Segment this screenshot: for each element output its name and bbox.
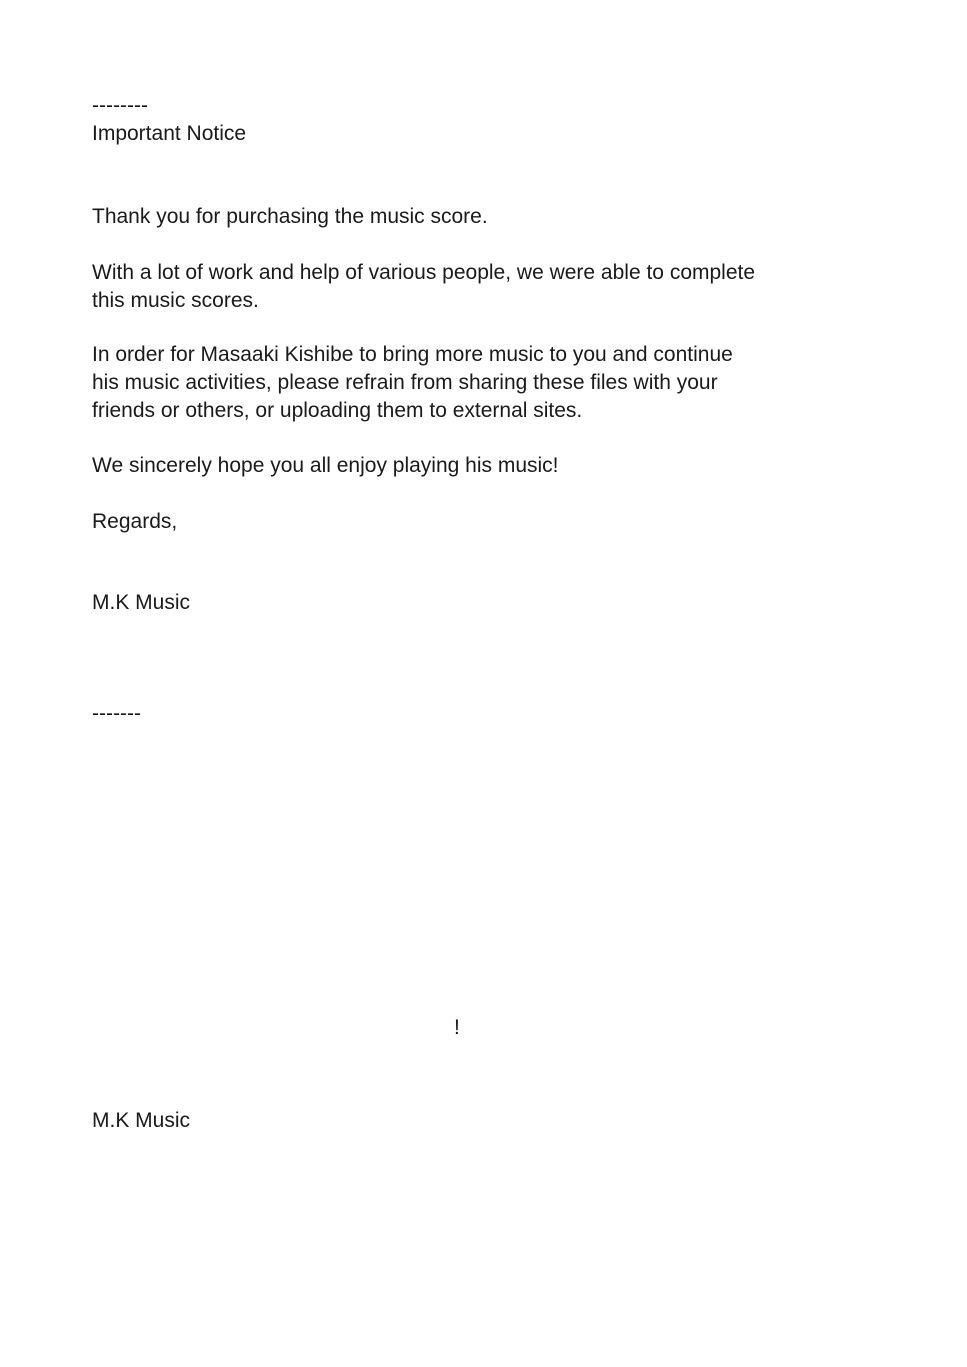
paragraph-line: In order for Masaaki Kishibe to bring more music to you and continue (92, 343, 733, 366)
paragraph-line: With a lot of work and help of various people, we were able to complete (92, 261, 756, 284)
paragraph-completion (92, 259, 852, 315)
paragraph-request (92, 341, 852, 425)
bottom-divider: ------- (92, 702, 141, 725)
paragraph-line: friends or others, or uploading them to external sites. (92, 399, 583, 422)
signature: M.K Music (92, 591, 191, 614)
thanks-line: Thank you for purchasing the music score. (92, 205, 488, 228)
exclamation-mark: ! (454, 1016, 460, 1039)
signature-second: M.K Music (92, 1109, 191, 1132)
notice-heading: Important Notice (92, 122, 247, 145)
paragraph-line: his music activities, please refrain from sharing these files with your (92, 371, 718, 394)
regards-line: Regards, (92, 510, 178, 533)
hope-line: We sincerely hope you all enjoy playing his music! (92, 454, 559, 477)
paragraph-line: this music scores. (92, 289, 259, 312)
top-divider: -------- (92, 94, 148, 117)
